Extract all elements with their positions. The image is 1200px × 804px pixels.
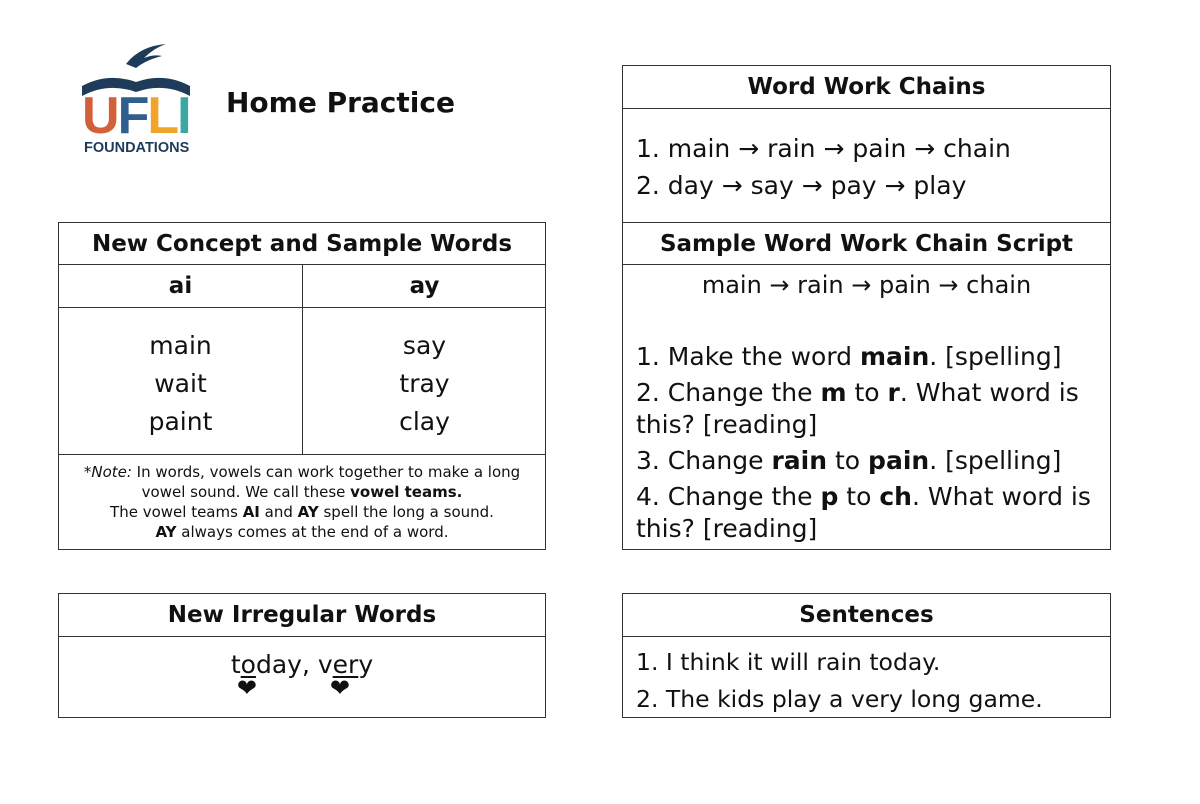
- note-text: always comes at the end of a word.: [176, 523, 449, 541]
- logo-letter: L: [147, 87, 178, 145]
- note-bold: AI: [242, 503, 260, 521]
- word-work-chains-panel: [622, 65, 1111, 223]
- note-text: The vowel teams: [110, 503, 243, 521]
- irregular-header: New Irregular Words: [59, 594, 545, 637]
- note-text: vowel sound. We call these: [141, 483, 351, 501]
- chain-item: 1. main → rain → pain → chain: [636, 134, 1011, 163]
- script-step-4: [636, 481, 1096, 545]
- separator: ,: [301, 650, 318, 679]
- chains-header: Word Work Chains: [623, 66, 1110, 109]
- heart-icon: ❤: [329, 674, 350, 702]
- word-part: day: [255, 650, 302, 679]
- sentences-list: [636, 644, 1043, 718]
- word-item: say: [402, 331, 447, 360]
- step-text: to: [827, 446, 869, 475]
- step-bold: rain: [771, 446, 828, 475]
- script-header: Sample Word Work Chain Script: [623, 223, 1110, 265]
- step-text: 4. Change the: [636, 482, 821, 511]
- step-bold: r: [887, 378, 900, 407]
- note-bold: AY: [155, 523, 177, 541]
- new-concept-panel: [58, 222, 546, 550]
- word-part-underlined: er: [332, 650, 359, 679]
- note-bold: AY: [297, 503, 319, 521]
- step-bold: ch: [879, 482, 912, 511]
- word-item: wait: [154, 369, 207, 398]
- word-item: main: [149, 331, 212, 360]
- step-bold: pain: [868, 446, 930, 475]
- ay-word-list: [303, 327, 546, 441]
- irregular-word-today: [230, 650, 302, 702]
- irregular-word-list: [59, 650, 545, 702]
- step-bold: main: [859, 342, 930, 371]
- column-ay-header: ay: [409, 273, 440, 299]
- logo-letter: F: [117, 87, 148, 145]
- step-text: 1. Make the word: [636, 342, 860, 371]
- concept-header: New Concept and Sample Words: [59, 223, 545, 265]
- step-text: . [spelling]: [929, 342, 1062, 371]
- sentence-item: 1. I think it will rain today.: [636, 648, 941, 676]
- step-text: . What word is this? [reading]: [636, 378, 1079, 439]
- step-text: 2. Change the: [636, 378, 821, 407]
- word-part: v: [317, 650, 333, 679]
- chains-list: [636, 130, 1011, 204]
- step-text: . What word is this? [reading]: [636, 482, 1091, 543]
- word-item: clay: [399, 407, 450, 436]
- step-text: . [spelling]: [929, 446, 1062, 475]
- step-text: 3. Change: [636, 446, 772, 475]
- word-part: t: [230, 650, 241, 679]
- script-chain: main → rain → pain → chain: [701, 271, 1032, 299]
- chain-script-panel: [622, 222, 1111, 550]
- logo-letter: I: [177, 87, 190, 145]
- sentence-item: 2. The kids play a very long game.: [636, 685, 1043, 713]
- logo-subtitle: FOUNDATIONS: [84, 140, 190, 156]
- ufli-logo: [78, 42, 196, 162]
- heart-icon: ❤: [236, 674, 257, 702]
- note-label: *Note:: [83, 463, 132, 481]
- sentences-panel: [622, 593, 1111, 718]
- word-item: paint: [148, 407, 213, 436]
- irregular-words-panel: [58, 593, 546, 718]
- logo-wordmark: [82, 87, 190, 145]
- irregular-word-very: [317, 650, 374, 702]
- step-text: to: [846, 378, 888, 407]
- ai-word-list: [59, 327, 302, 441]
- word-part: y: [358, 650, 374, 679]
- page-title: Home Practice: [226, 86, 455, 119]
- column-ai-header: ai: [168, 273, 193, 299]
- step-bold: p: [820, 482, 839, 511]
- sentences-header: Sentences: [623, 594, 1110, 637]
- note-text: spell the long a sound.: [318, 503, 494, 521]
- script-steps: [636, 341, 1096, 549]
- note-bold: vowel teams.: [350, 483, 463, 501]
- concept-note: [59, 454, 545, 542]
- script-step-2: [636, 377, 1096, 441]
- word-item: tray: [399, 369, 450, 398]
- note-text: and: [259, 503, 298, 521]
- logo-letter: U: [82, 87, 118, 145]
- step-text: to: [838, 482, 880, 511]
- word-part-underlined: o: [240, 650, 256, 679]
- step-bold: m: [820, 378, 847, 407]
- script-step-1: [636, 341, 1096, 373]
- chain-item: 2. day → say → pay → play: [636, 171, 967, 200]
- note-text: In words, vowels can work together to make a long: [131, 463, 521, 481]
- script-step-3: [636, 445, 1096, 477]
